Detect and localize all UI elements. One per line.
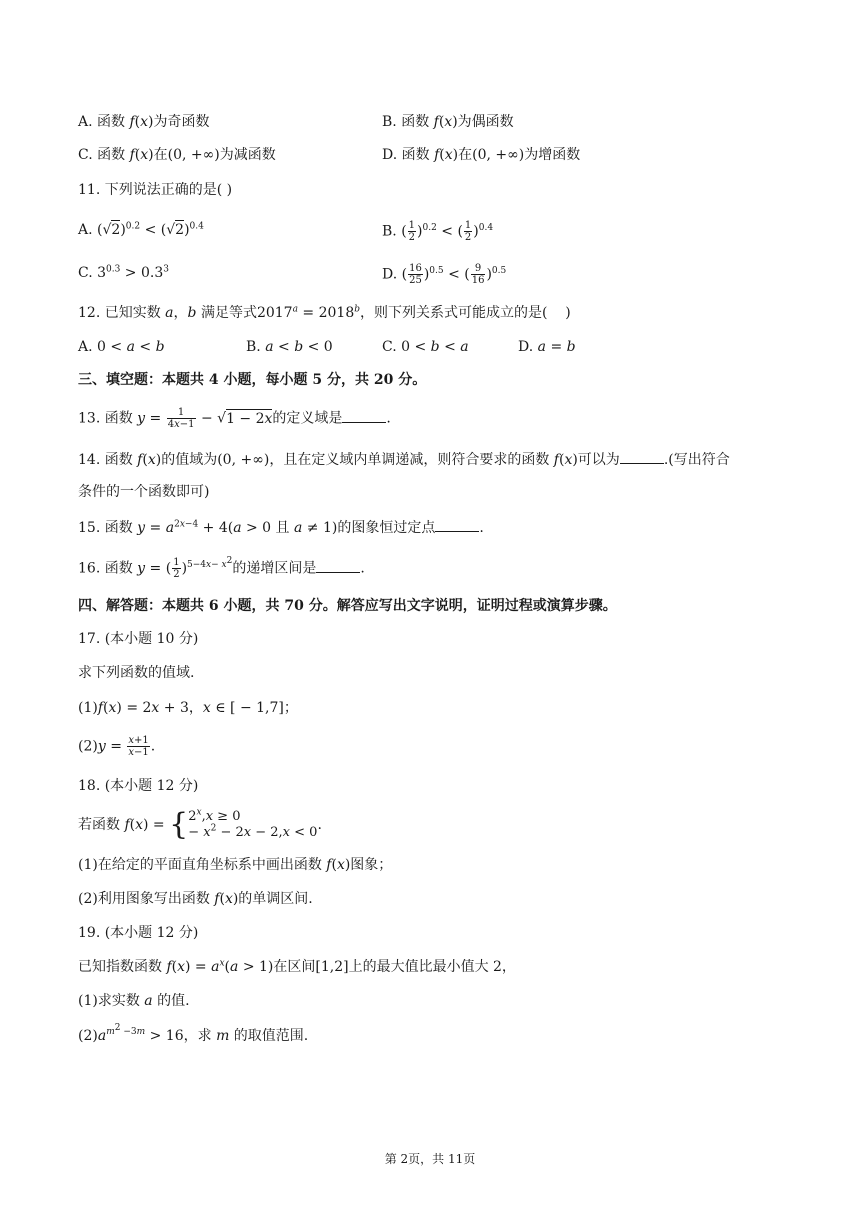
q14-line1: 14. 函数 f(x)的值域为(0, +∞)，且在定义域内单调递减，则符合要求的函数 f(x)可以为 .(写出符合 [78, 452, 730, 468]
q12-option-b: B. a < b < 0 [246, 339, 333, 355]
page-footer: 第 2页，共 11页 [384, 1152, 476, 1166]
section3-heading: 三、填空题：本题共 4 小题，每小题 5 分，共 20 分。 [78, 372, 427, 388]
q16: 16. 函数 y = ( $\frac{1}{2}$ )$^{5-4x- x^2}$的递增区间是 . [78, 555, 365, 580]
q17-part1: (1)f(x) = 2x + 3，x ∈ [ − 1,7]； [78, 700, 298, 716]
q18-head: 18. (本小题 12 分) [78, 778, 199, 794]
q19-head: 19. (本小题 12 分) [78, 925, 199, 941]
q19-stem: 已知指数函数 $f(x) = a^x(a > 1)$在区间[1,2]上的最大值比最小值大 2， [78, 958, 516, 975]
q10-option-d: D. 函数 f(x)在(0, +∞)为增函数 [382, 147, 581, 163]
section4-heading: 四、解答题：本题共 6 小题，共 70 分。解答应写出文字说明，证明过程或演算步骤。 [78, 598, 617, 614]
q19-part1: (1)求实数 a 的值. [78, 993, 190, 1009]
q11-option-c: C. $3^{0.3} > 0.3^3$ [78, 264, 169, 281]
q12-option-a: A. 0 < a < b [78, 339, 165, 355]
q11-stem: 11. 下列说法正确的是( ) [78, 182, 233, 198]
q11-option-a: A. $(√2)^{0.2} < (√2)^{0.4}$ [78, 221, 204, 238]
q10-option-a: A. 函数 f(x)为奇函数 [78, 114, 210, 130]
q17-stem: 求下列函数的值域. [78, 665, 195, 681]
q14-line2: 条件的一个函数即可) [78, 484, 210, 500]
q13: 13. 函数 y = $\frac{1}{4x-1}$ − √1 − 2x的定义域是 . [78, 407, 391, 430]
q19-part2: $(2)a^{m^2 -3m} > 16$，求 m 的取值范围. [78, 1023, 309, 1044]
q17-head: 17. (本小题 10 分) [78, 631, 199, 647]
q11-option-b: B. ( $\frac{1}{2}$ )$^{0.2}$ < ( $\frac{1}{2}$ )$^{0.4}$ [382, 220, 494, 243]
q18-stem: 若函数 f(x) = { $2^x,x \ge 0$ − $x^2 - 2x - 2,x < 0$ . [78, 807, 322, 842]
q12-option-d: D. a = b [518, 339, 576, 355]
q12-option-c: C. 0 < b < a [382, 339, 469, 355]
q11-option-d: D. ( $\frac{16}{25}$ )$^{0.5}$ < ( $\frac{9}{16}$ )$^{0.5}$ [382, 263, 507, 286]
q10-option-b: B. 函数 f(x)为偶函数 [382, 114, 514, 130]
q10-option-c: C. 函数 f(x)在(0, +∞)为减函数 [78, 147, 276, 163]
q12-stem: 12. 已知实数 a，b 满足等式$2017^a = 2018^b$，则下列关系式可能成立的是( ) [78, 304, 571, 321]
q18-part2: (2)利用图象写出函数 f(x)的单调区间. [78, 891, 313, 907]
q18-part1: (1)在给定的平面直角坐标系中画出函数 f(x)图象； [78, 857, 393, 873]
q17-part2: (2)y = $\frac{x+1}{x-1}$ . [78, 735, 156, 758]
q15: 15. 函数 $y = a^{2x-4} + 4(a > 0$ 且 a ≠ 1)的图象恒过定点 . [78, 519, 484, 536]
